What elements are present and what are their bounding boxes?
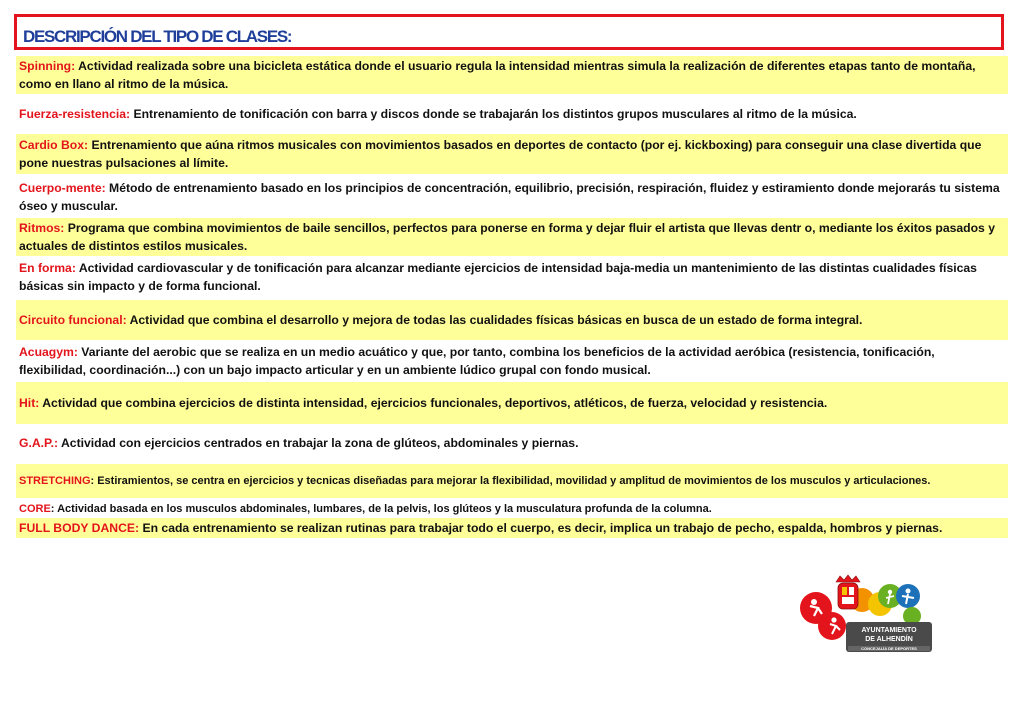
logo-line-3: CONCEJALÍA DE DEPORTES (861, 646, 917, 651)
class-name: Cuerpo-mente: (19, 181, 106, 195)
class-description: Entrenamiento que aúna ritmos musicales con movimientos basados en deportes de contacto (por ej. kickboxing) para conseguir una clase divertida que pone nuestras pulsaciones al límite. (19, 138, 982, 170)
ayuntamiento-alhendin-logo (796, 574, 936, 658)
title-box (14, 14, 1004, 50)
class-name: FULL BODY DANCE: (19, 521, 140, 535)
class-item-full-body-dance (16, 518, 1008, 538)
logo-line-1: AYUNTAMIENTO (861, 627, 917, 634)
class-item-gap (16, 432, 1008, 454)
class-description: Actividad que combina ejercicios de distinta intensidad, ejercicios funcionales, deportivos, atléticos, de fuerza, velocidad y resistencia. (39, 396, 828, 410)
class-item-acuagym (16, 342, 1008, 380)
class-name: Acuagym: (19, 345, 78, 359)
class-name: En forma: (19, 261, 76, 275)
class-item-circuito-funcional (16, 300, 1008, 340)
class-item-fuerza-resistencia (16, 104, 1008, 124)
class-description: : Actividad basada en los musculos abdominales, lumbares, de la pelvis, los glúteos y la musculatura profunda de la columna. (50, 503, 712, 515)
class-description: Entrenamiento de tonificación con barra y discos donde se trabajarán los distintos grupos musculares al ritmo de la música. (130, 107, 857, 121)
class-description: En cada entrenamiento se realizan rutinas para trabajar todo el cuerpo, es decir, implica un trabajo de pecho, espalda, hombros y piernas. (139, 521, 943, 535)
crown-icon (836, 575, 860, 582)
class-description: Programa que combina movimientos de baile sencillos, perfectos para ponerse en forma y dejar fluir el artista que llevas dentr o, mediante los éxitos pasados y actuales de distintos estilos musicales. (19, 221, 995, 253)
class-description: Actividad realizada sobre una bicicleta estática donde el usuario regula la intensidad mientras simula la realización de diferentes etapas tanto de montaña, como en llano al ritmo de la música. (19, 59, 976, 91)
class-name: Spinning: (19, 59, 76, 73)
class-description: Actividad que combina el desarrollo y mejora de todas las cualidades físicas básicas en busca de un estado de forma integral. (126, 313, 863, 327)
class-description: : Estiramientos, se centra en ejercicios y tecnicas diseñadas para mejorar la flexibilidad, movilidad y amplitud de movimientos de los musculos y articulaciones. (90, 475, 931, 487)
class-name: STRETCHING (19, 475, 91, 487)
class-name: Fuerza-resistencia: (19, 107, 131, 121)
class-description: Variante del aerobic que se realiza en un medio acuático y que, por tanto, combina los beneficios de la actividad aeróbica (resistencia, tonificación, flexibilidad, coordinación...) con un bajo impacto articular y en un ambiente lúdico grupal con fondo musical. (19, 345, 935, 377)
class-item-cuerpo-mente (16, 178, 1008, 216)
class-name: Cardio Box: (19, 138, 89, 152)
class-name: Circuito funcional: (19, 313, 127, 327)
class-item-ritmos (16, 218, 1008, 256)
class-name: Ritmos: (19, 221, 65, 235)
sport-circle-red-bottom (818, 612, 846, 640)
coat-of-arms-shield (838, 583, 858, 609)
class-name: CORE (19, 503, 51, 515)
class-item-en-forma (16, 258, 1008, 296)
class-description: Actividad con ejercicios centrados en trabajar la zona de glúteos, abdominales y piernas. (58, 436, 579, 450)
class-item-core (16, 500, 1008, 518)
class-item-hit (16, 382, 1008, 424)
class-name: Hit: (19, 396, 40, 410)
class-item-cardio-box (16, 134, 1008, 174)
class-description: Método de entrenamiento basado en los principios de concentración, equilibrio, precisión, respiración, fluidez y estiramiento donde mejorarás tu sistema óseo y muscular. (19, 181, 1000, 213)
class-item-spinning (16, 56, 1008, 94)
logo-line-2: DE ALHENDÍN (865, 636, 913, 643)
class-name: G.A.P.: (19, 436, 59, 450)
class-description: Actividad cardiovascular y de tonificación para alcanzar mediante ejercicios de intensidad baja-media un mantenimiento de las distintas cualidades físicas básicas sin impacto y de forma funcional. (19, 261, 977, 293)
class-item-stretching (16, 464, 1008, 498)
page-title: DESCRIPCIÓN DEL TIPO DE CLASES: (23, 27, 292, 46)
